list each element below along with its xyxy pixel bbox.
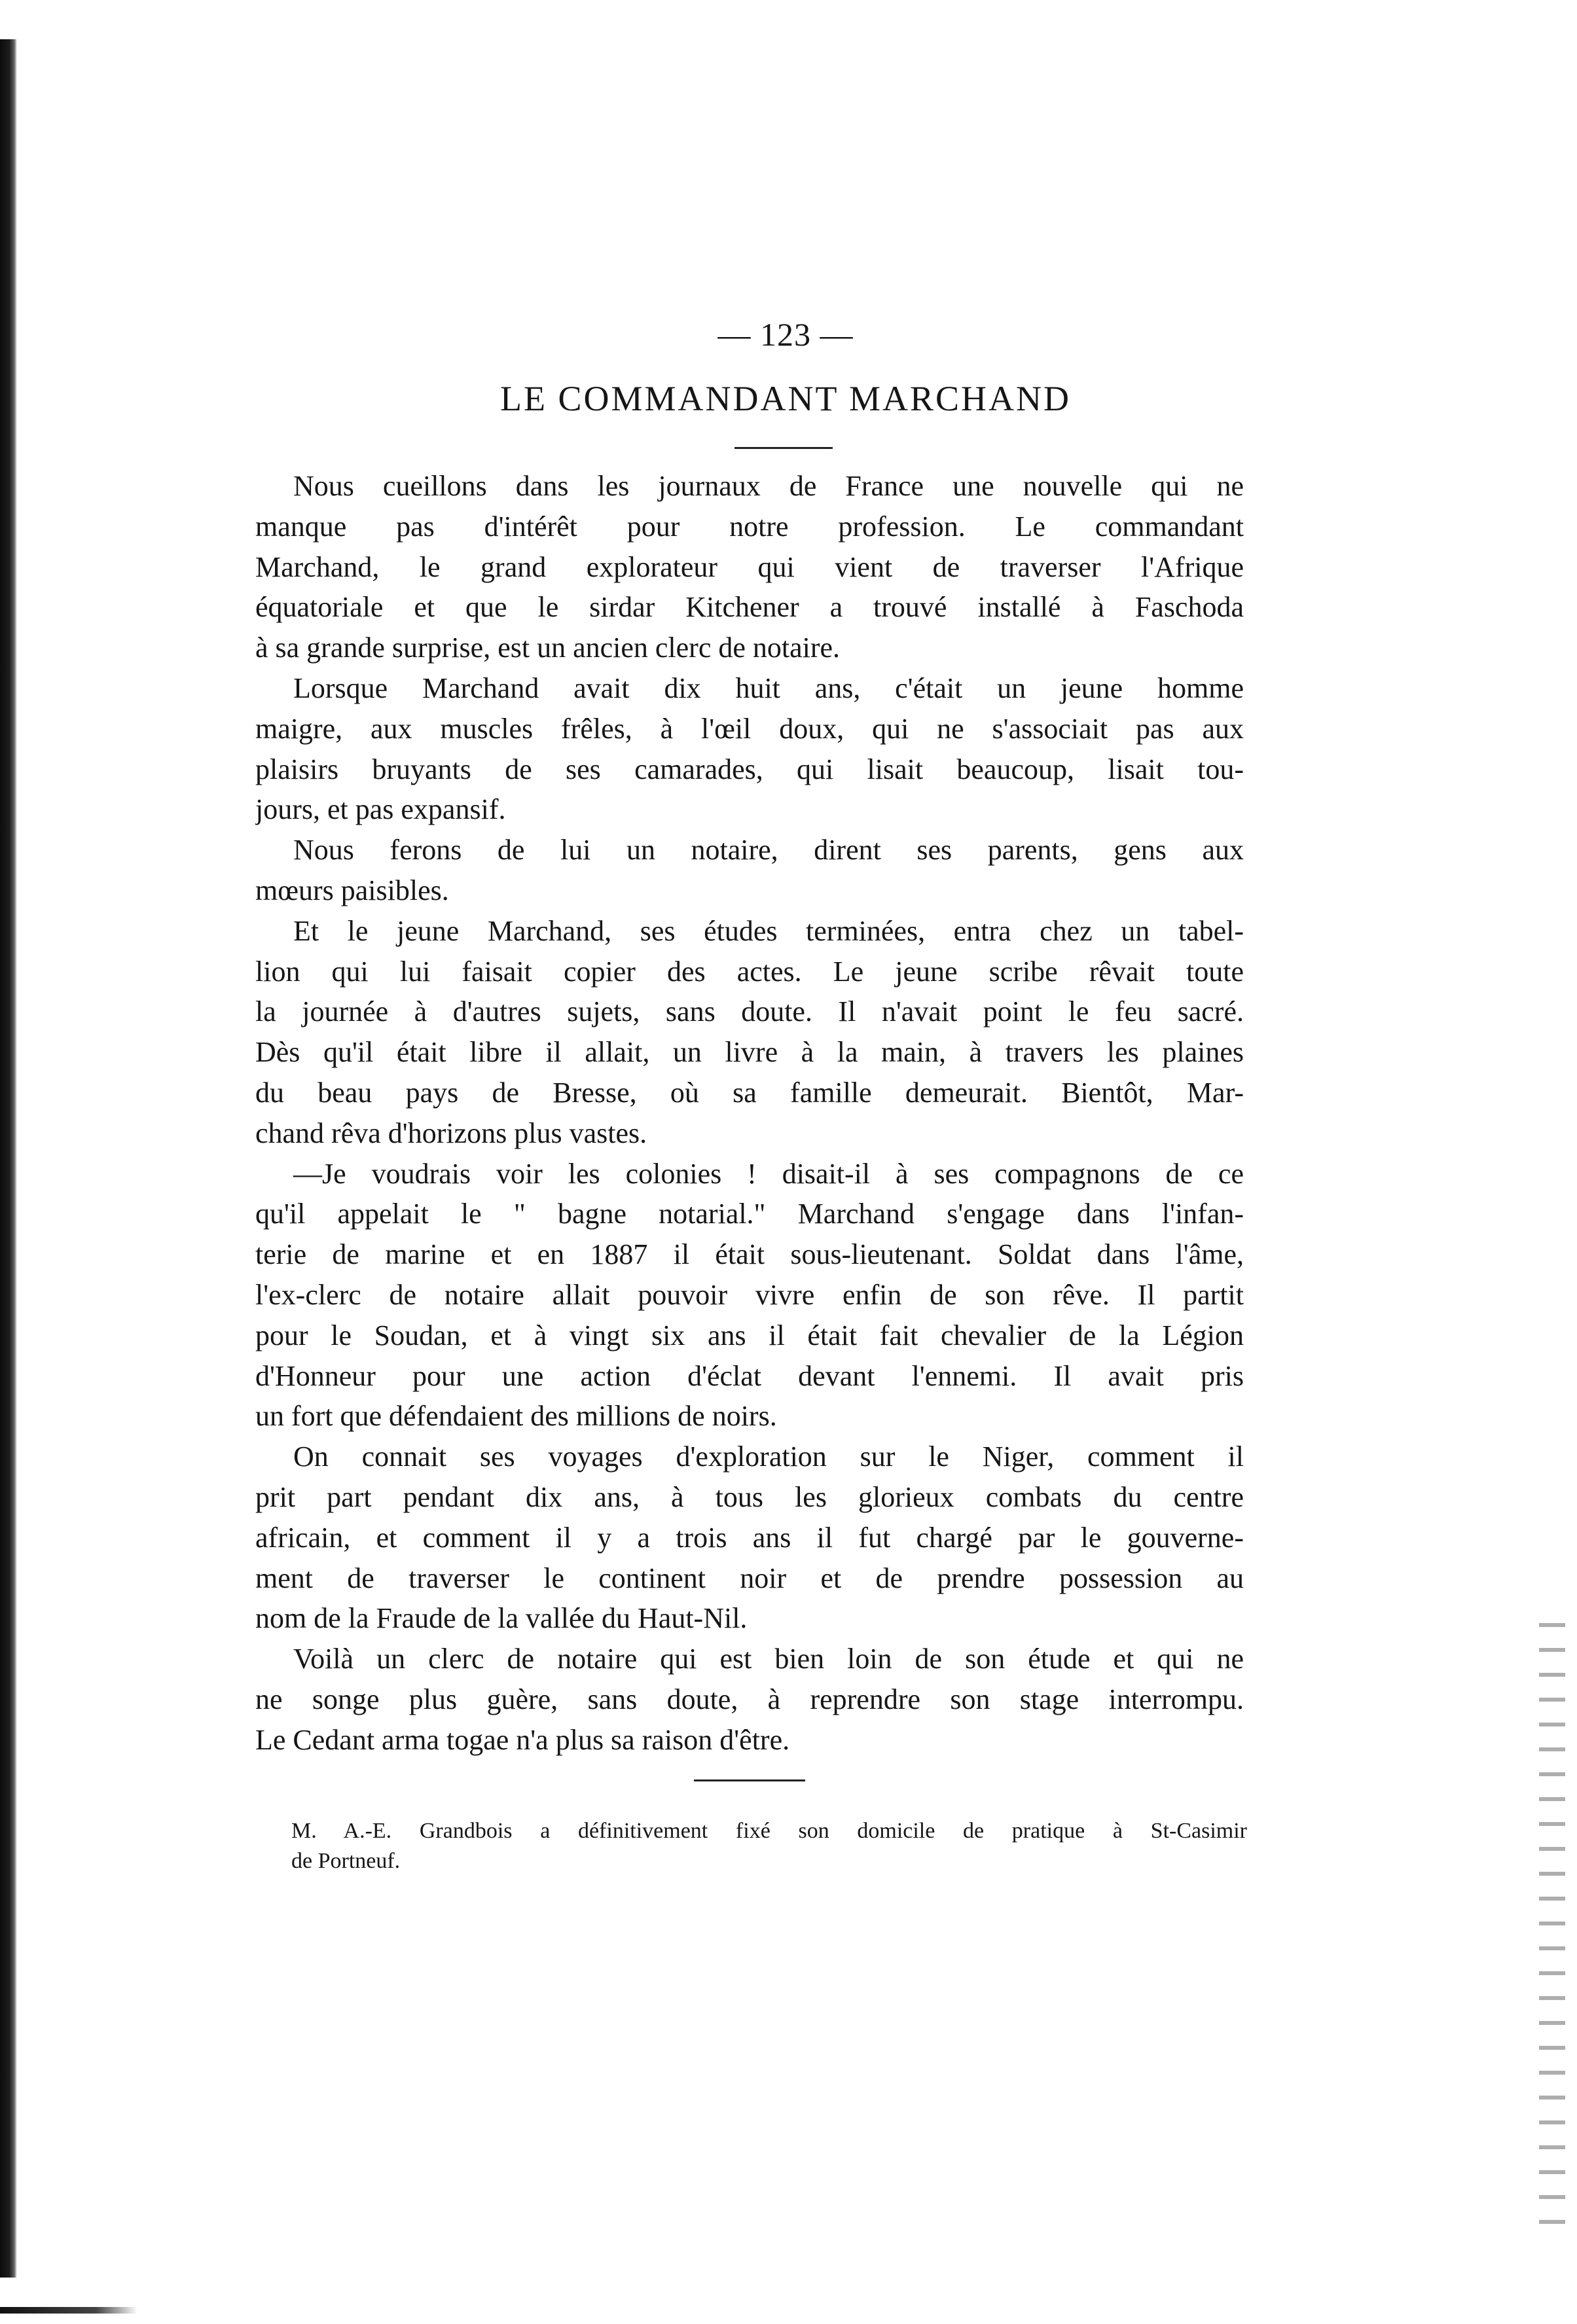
body-line: manque pas d'intérêt pour notre profession. Le commandant <box>255 510 1244 543</box>
body-line: un fort que défendaient des millions de noirs. <box>255 1400 777 1433</box>
body-line: d'Honneur pour une action d'éclat devant l'ennemi. Il avait pris <box>255 1359 1244 1392</box>
body-line: Dès qu'il était libre il allait, un livre à la main, à travers les plaines <box>255 1036 1244 1069</box>
body-line: mœurs paisibles. <box>255 874 449 906</box>
footnote-line: M. A.-E. Grandbois a définitivement fixé son domicile de pratique à St-Casimir <box>291 1819 1247 1843</box>
scan-binding-foot <box>0 2307 137 2314</box>
body-line: Nous ferons de lui un notaire, dirent ses parents, gens aux <box>293 834 1244 867</box>
body-line: chand rêva d'horizons plus vastes. <box>255 1117 647 1149</box>
body-line: la journée à d'autres sujets, sans doute. Il n'avait point le feu sacré. <box>255 995 1244 1028</box>
body-line: prit part pendant dix ans, à tous les glorieux combats du centre <box>255 1480 1244 1513</box>
body-line: jours, et pas expansif. <box>255 793 506 826</box>
body-line: Marchand, le grand explorateur qui vient de traverser l'Afrique <box>255 550 1244 583</box>
body-line: plaisirs bruyants de ses camarades, qui lisait beaucoup, lisait tou- <box>255 753 1244 785</box>
body-line: Voilà un clerc de notaire qui est bien loin de son étude et qui ne <box>293 1643 1244 1675</box>
page-number: — 123 — <box>717 316 854 353</box>
body-line: terie de marine et en 1887 il était sous-lieutenant. Soldat dans l'âme, <box>255 1238 1244 1271</box>
body-line: qu'il appelait le " bagne notarial." Marchand s'engage dans l'infan- <box>255 1198 1244 1230</box>
article-title: LE COMMANDANT MARCHAND <box>499 379 1072 418</box>
body-line: africain, et comment il y a trois ans il fut chargé par le gouverne- <box>255 1521 1244 1554</box>
body-line: équatoriale et que le sirdar Kitchener a trouvé installé à Faschoda <box>255 591 1244 624</box>
body-line: Le Cedant arma togae n'a plus sa raison d'être. <box>255 1723 790 1756</box>
closing-divider <box>694 1779 805 1781</box>
article-body <box>255 466 1244 1761</box>
body-line: lion qui lui faisait copier des actes. Le jeune scribe rêvait toute <box>255 955 1244 988</box>
body-line: nom de la Fraude de la vallée du Haut-Nil. <box>255 1602 748 1635</box>
body-line: maigre, aux muscles frêles, à l'œil doux, qui ne s'associait pas aux <box>255 712 1244 745</box>
scan-edge-specks <box>1539 1623 1565 2245</box>
body-line: Lorsque Marchand avait dix huit ans, c'était un jeune homme <box>293 671 1244 704</box>
footnote-line: de Portneuf. <box>291 1849 401 1873</box>
body-line: Et le jeune Marchand, ses études terminées, entra chez un tabel- <box>293 914 1244 947</box>
body-line: —Je voudrais voir les colonies ! disait-il à ses compagnons de ce <box>293 1157 1244 1190</box>
scan-binding-edge <box>0 39 17 2278</box>
body-line: ment de traverser le continent noir et de prendre possession au <box>255 1562 1244 1594</box>
body-line: Nous cueillons dans les journaux de France une nouvelle qui ne <box>293 470 1244 502</box>
footnote <box>291 1816 1247 1876</box>
body-line: On connait ses voyages d'exploration sur le Niger, comment il <box>293 1440 1244 1473</box>
body-line: à sa grande surprise, est un ancien clerc de notaire. <box>255 632 841 664</box>
title-divider <box>734 447 833 449</box>
body-line: pour le Soudan, et à vingt six ans il était fait chevalier de la Légion <box>255 1319 1244 1351</box>
body-line: du beau pays de Bresse, où sa famille demeurait. Bientôt, Mar- <box>255 1076 1244 1109</box>
body-line: l'ex-clerc de notaire allait pouvoir vivre enfin de son rêve. Il partit <box>255 1278 1244 1311</box>
body-line: ne songe plus guère, sans doute, à reprendre son stage interrompu. <box>255 1683 1244 1715</box>
